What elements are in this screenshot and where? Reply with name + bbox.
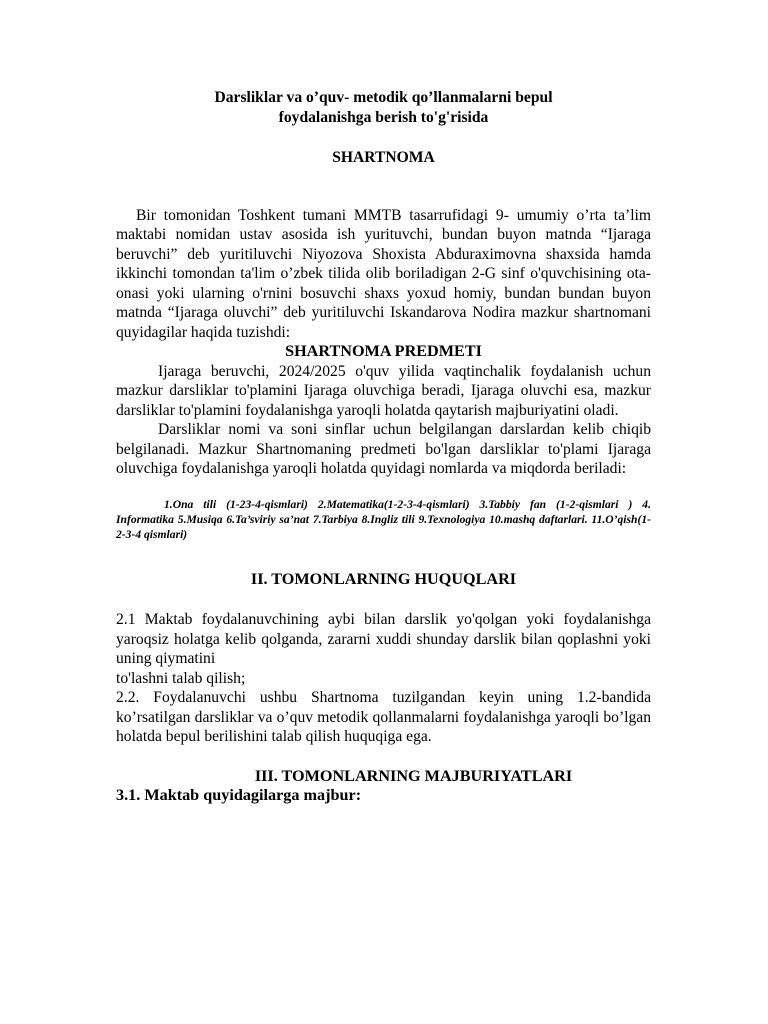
section2-paragraph-1-continued: to'lashni talab qilish; bbox=[116, 669, 246, 687]
section3-subheading: 3.1. Maktab quyidagilarga majbur: bbox=[116, 786, 362, 804]
section2-paragraph-2: 2.2. Foydalanuvchi ushbu Shartnoma tuzilgandan keyin uning 1.2-bandida ko’rsatilgan darsliklar va o’quv metodik qollanmalarni foydalanishga yaroqli bo’lgan holatda bepul berilishini talab qilish huquqiga ega. bbox=[116, 689, 651, 745]
title-line-1: Darsliklar va o’quv- metodik qo’llanmalarni bepul bbox=[214, 89, 553, 106]
contract-heading: SHARTNOMA bbox=[332, 149, 435, 166]
document-title bbox=[116, 88, 651, 128]
document-page bbox=[116, 88, 651, 806]
section2-paragraph-1: 2.1 Maktab foydalanuvchining aybi bilan darslik yo'qolgan yoki foydalanishga yaroqsiz holatga kelib qolganda, zararni xuddi shunday darslik bilan qoplashni yoki uning qiymatini bbox=[116, 611, 651, 667]
section1-paragraph-2: Darsliklar nomi va soni sinflar uchun belgilangan darslardan kelib chiqib belgilanadi. Mazkur Shartnomaning predmeti bo'lgan darsliklar to'plami Ijaraga oluvchiga foydalanishga yaroqli holatda quyidagi nomlarda va miqdorda beriladi: bbox=[116, 421, 651, 477]
section1-title: SHARTNOMA PREDMETI bbox=[285, 342, 482, 360]
subjects-list: 1.Ona tili (1-23-4-qismlari) 2.Matematika(1-2-3-4-qismlari) 3.Tabbiy fan (1-2-qismlari ) 4. Informatika 5.Musiqa 6.Ta’sviriy sa’nat 7.Tarbiya 8.Ingliz tili 9.Texnologiya 10.mashq daftarlari. 11.O’qish(1-2-3-4 qismlari) bbox=[116, 497, 651, 541]
section2-title: II. TOMONLARNING HUQUQLARI bbox=[250, 569, 517, 588]
intro-paragraph: Bir tomonidan Toshkent tumani MMTB tasarrufidagi 9- umumiy o’rta ta’lim maktabi nomidan ustav asosida ish yurituvchi, bundan buyon matnda “Ijaraga beruvchi” deb yuritiluvchi Niyozova Shoxista Abduraximovna shaxsida hamda ikkinchi tomondan ta'lim o’zbek tilida olib boriladigan 2-G sinf o'quvchisining ota-onasi yoki ularning o'rnini bosuvchi shaxs yoxud homiy, bundan bundan buyon matnda “Ijaraga oluvchi” deb yuritiluvchi Iskandarova Nodira mazkur shartnomani quyidagilar haqida tuzishdi: bbox=[116, 206, 651, 341]
section1-paragraph-1: Ijaraga beruvchi, 2024/2025 o'quv yilida vaqtinchalik foydalanish uchun mazkur darsliklar to'plamini Ijaraga oluvchiga beradi, Ijaraga oluvchi esa, mazkur darsliklar to'plamini foydalanishga yaroqli holatda qaytarish majburiyatini oladi. bbox=[116, 362, 651, 419]
section3-title: III. TOMONLARNING MAJBURIYATLARI bbox=[254, 766, 573, 785]
title-line-2: foydalanishga berish to'g'risida bbox=[278, 109, 489, 126]
